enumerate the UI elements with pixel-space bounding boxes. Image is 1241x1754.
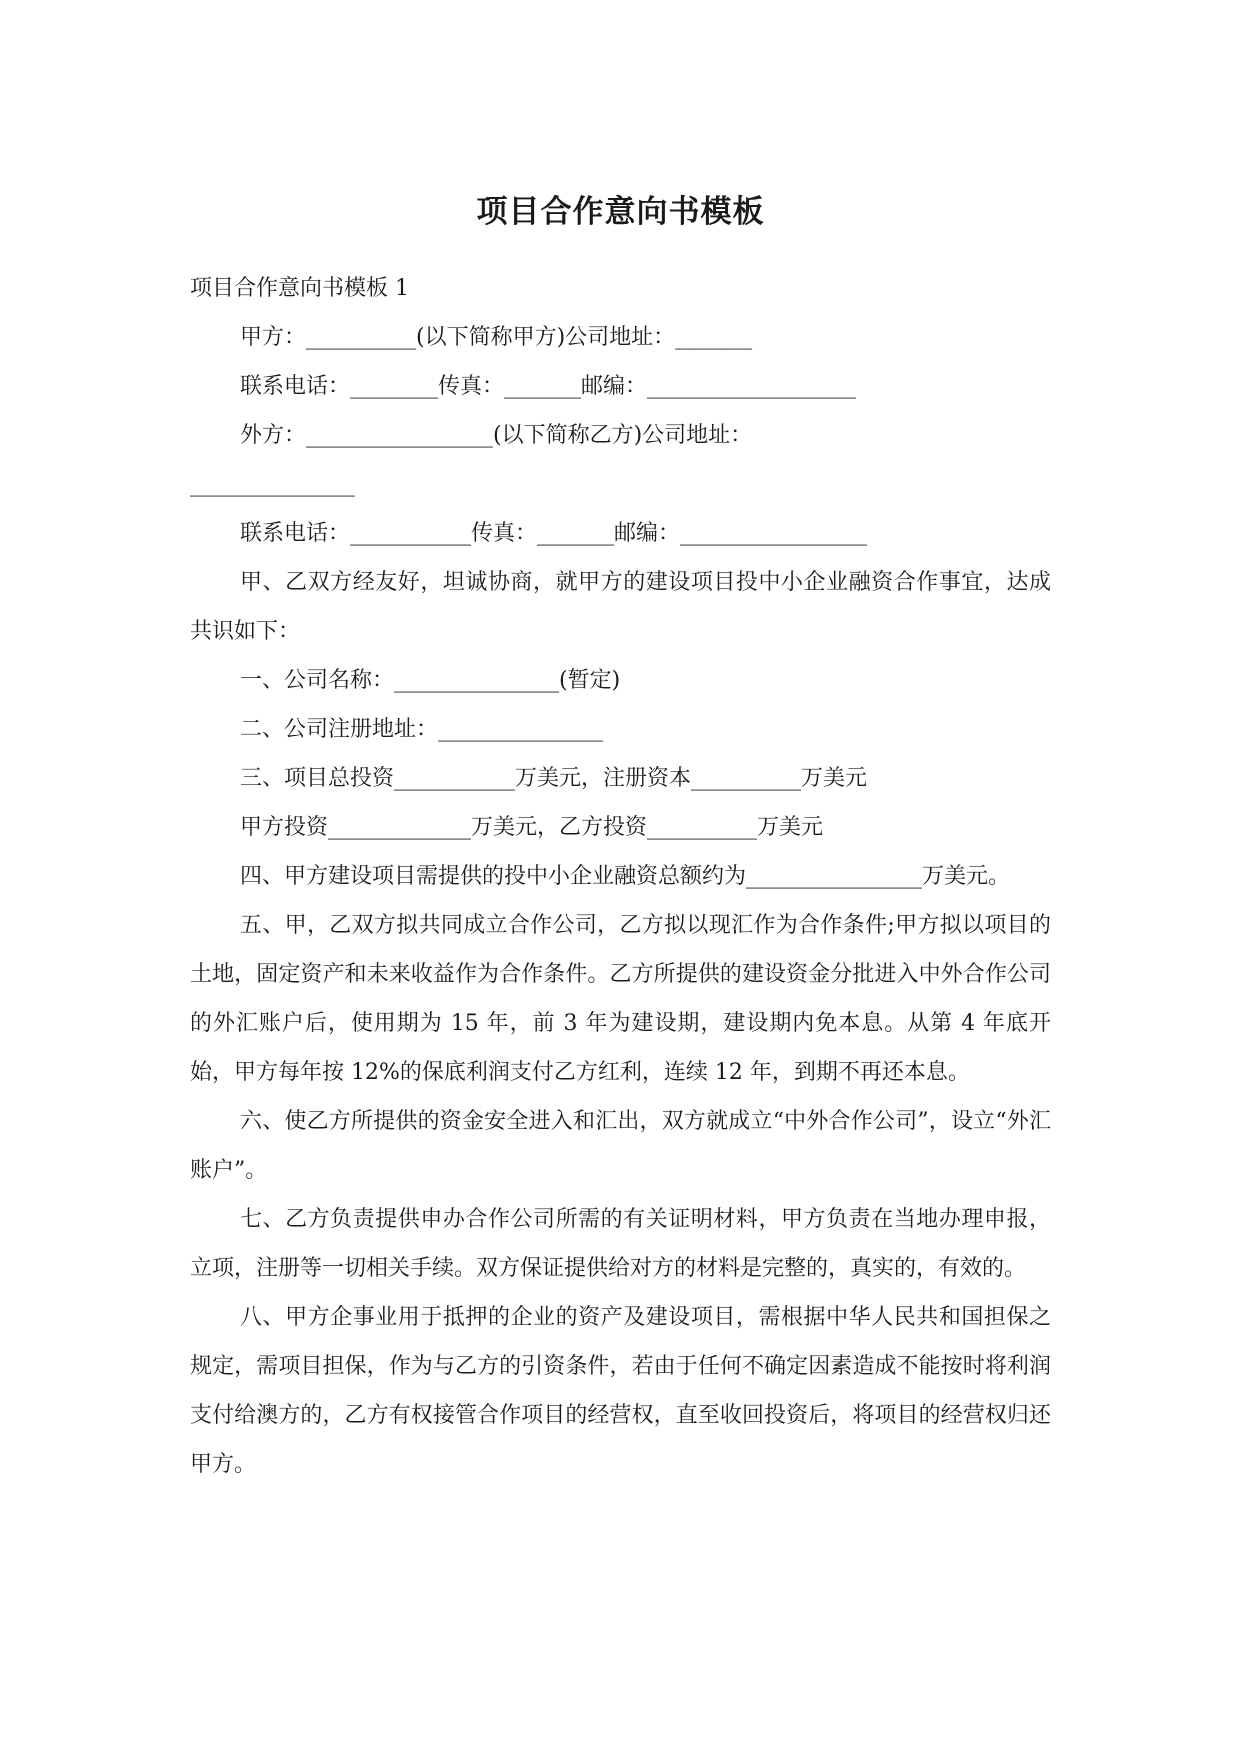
paragraph: 一、公司名称：_______________(暂定) xyxy=(240,668,621,693)
template-subtitle: 项目合作意向书模板 1 xyxy=(190,276,409,301)
paragraph: 联系电话：________传真：_______邮编：___________________ xyxy=(240,374,857,399)
paragraph: 甲、乙双方经友好，坦诚协商，就甲方的建设项目投中小企业融资合作事宜，达成共识如下： xyxy=(190,570,1051,644)
paragraph: _______________ xyxy=(190,472,355,497)
document-body xyxy=(190,313,1051,1489)
paragraph: 二、公司注册地址：_______________ xyxy=(240,717,604,742)
paragraph: 四、甲方建设项目需提供的投中小企业融资总额约为________________万美元。 xyxy=(240,864,1011,889)
document-title: 项目合作意向书模板 xyxy=(476,194,765,230)
paragraph: 联系电话：___________传真：_______邮编：_________________ xyxy=(240,521,868,546)
paragraph: 三、项目总投资___________万美元，注册资本__________万美元 xyxy=(240,766,868,791)
paragraph: 六、使乙方所提供的资金安全进入和汇出，双方就成立“中外合作公司”，设立“外汇账户”。 xyxy=(190,1109,1051,1183)
paragraph: 甲方：__________(以下简称甲方)公司地址：_______ xyxy=(240,325,753,350)
paragraph: 八、甲方企事业用于抵押的企业的资产及建设项目，需根据中华人民共和国担保之规定，需项目担保，作为与乙方的引资条件，若由于任何不确定因素造成不能按时将利润支付给澳方的，乙方有权接管合作项目的经营权，直至收回投资后，将项目的经营权归还甲方。 xyxy=(190,1305,1051,1477)
paragraph: 外方：_________________(以下简称乙方)公司地址： xyxy=(240,423,753,448)
paragraph: 五、甲，乙双方拟共同成立合作公司，乙方拟以现汇作为合作条件;甲方拟以项目的土地，固定资产和未来收益作为合作条件。乙方所提供的建设资金分批进入中外合作公司的外汇账户后，使用期为 15 年，前 3 年为建设期，建设期内免本息。从第 4 年底开始，甲方每年按 12%的保底利润支付乙方红利，连续 12 年，到期不再还本息。 xyxy=(190,913,1051,1085)
paragraph: 甲方投资_____________万美元，乙方投资__________万美元 xyxy=(240,815,824,840)
paragraph: 七、乙方负责提供申办合作公司所需的有关证明材料，甲方负责在当地办理申报，立项，注册等一切相关手续。双方保证提供给对方的材料是完整的，真实的，有效的。 xyxy=(190,1207,1051,1281)
